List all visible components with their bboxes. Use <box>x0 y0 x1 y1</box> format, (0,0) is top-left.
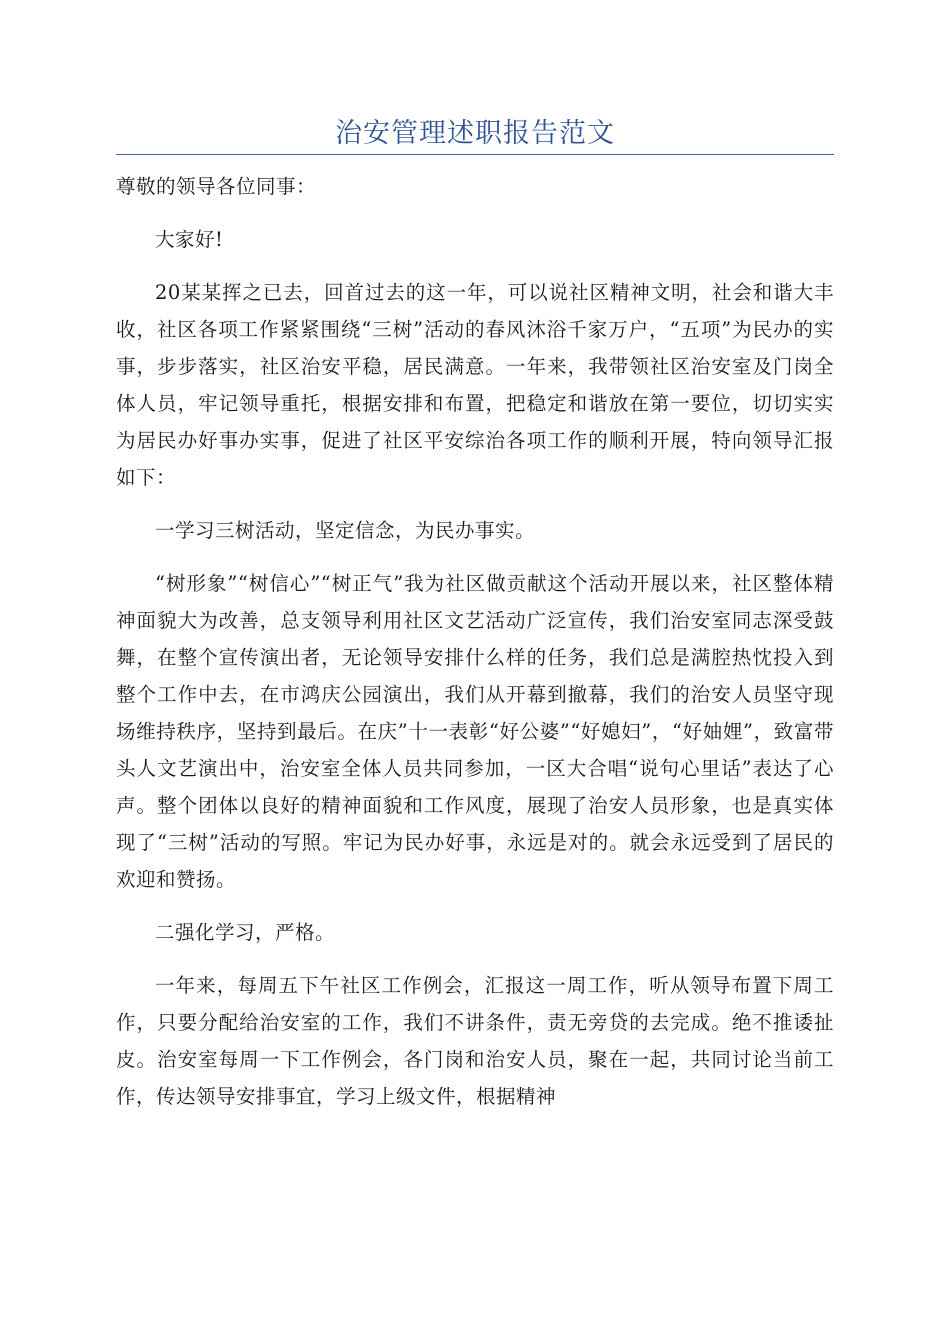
title-underline <box>116 154 834 155</box>
document-page <box>116 0 834 1131</box>
greeting: 大家好! <box>155 228 224 251</box>
section-heading: 一学习三树活动，坚定信念，为民办事实。 <box>155 519 536 542</box>
paragraph: 一年来，每周五下午社区工作例会，汇报这一周工作，听从领导布置下周工作，只要分配给治安室的工作，我们不讲条件，责无旁贷的去完成。绝不推诿扯皮。治安室每周一下工作例会，各门岗和治安人员，聚在一起，共同讨论当前工作，传达领导安排事宜，学习上级文件，根据精神 <box>116 974 834 1108</box>
document-body <box>116 168 834 1115</box>
paragraph: 20某某挥之已去，回首过去的这一年，可以说社区精神文明，社会和谐大丰收，社区各项工作紧紧围绕“三树”活动的春风沐浴千家万户，“五项”为民办的实事，步步落实，社区治安平稳，居民满意。一年来，我带领社区治安室及门岗全体人员，牢记领导重托，根据安排和布置，把稳定和谐放在第一要位，切切实实为居民办好事办实事，促进了社区平安综治各项工作的顺利开展，特向领导汇报如下： <box>116 281 834 489</box>
salutation: 尊敬的领导各位同事： <box>116 175 317 198</box>
paragraph: “树形象”“树信心”“树正气”我为社区做贡献这个活动开展以来，社区整体精神面貌大为改善，总支领导利用社区文艺活动广泛宣传，我们治安室同志深受鼓舞，在整个宣传演出者，无论领导安排什么样的任务，我们总是满腔热忱投入到整个工作中去，在市鸿庆公园演出，我们从开幕到撤幕，我们的治安人员坚守现场维持秩序，坚持到最后。在庆”十一表彰“好公婆”“好媳妇”，“好妯娌”，致富带头人文艺演出中，治安室全体人员共同参加，一区大合唱“说句心里话”表达了心声。整个团体以良好的精神面貌和工作风度，展现了治安人员形象，也是真实体现了“三树”活动的写照。牢记为民办好事，永远是对的。就会永远受到了居民的欢迎和赞扬。 <box>116 572 834 891</box>
section-heading: 二强化学习，严格。 <box>155 921 336 944</box>
document-title: 治安管理述职报告范文 <box>335 118 615 149</box>
